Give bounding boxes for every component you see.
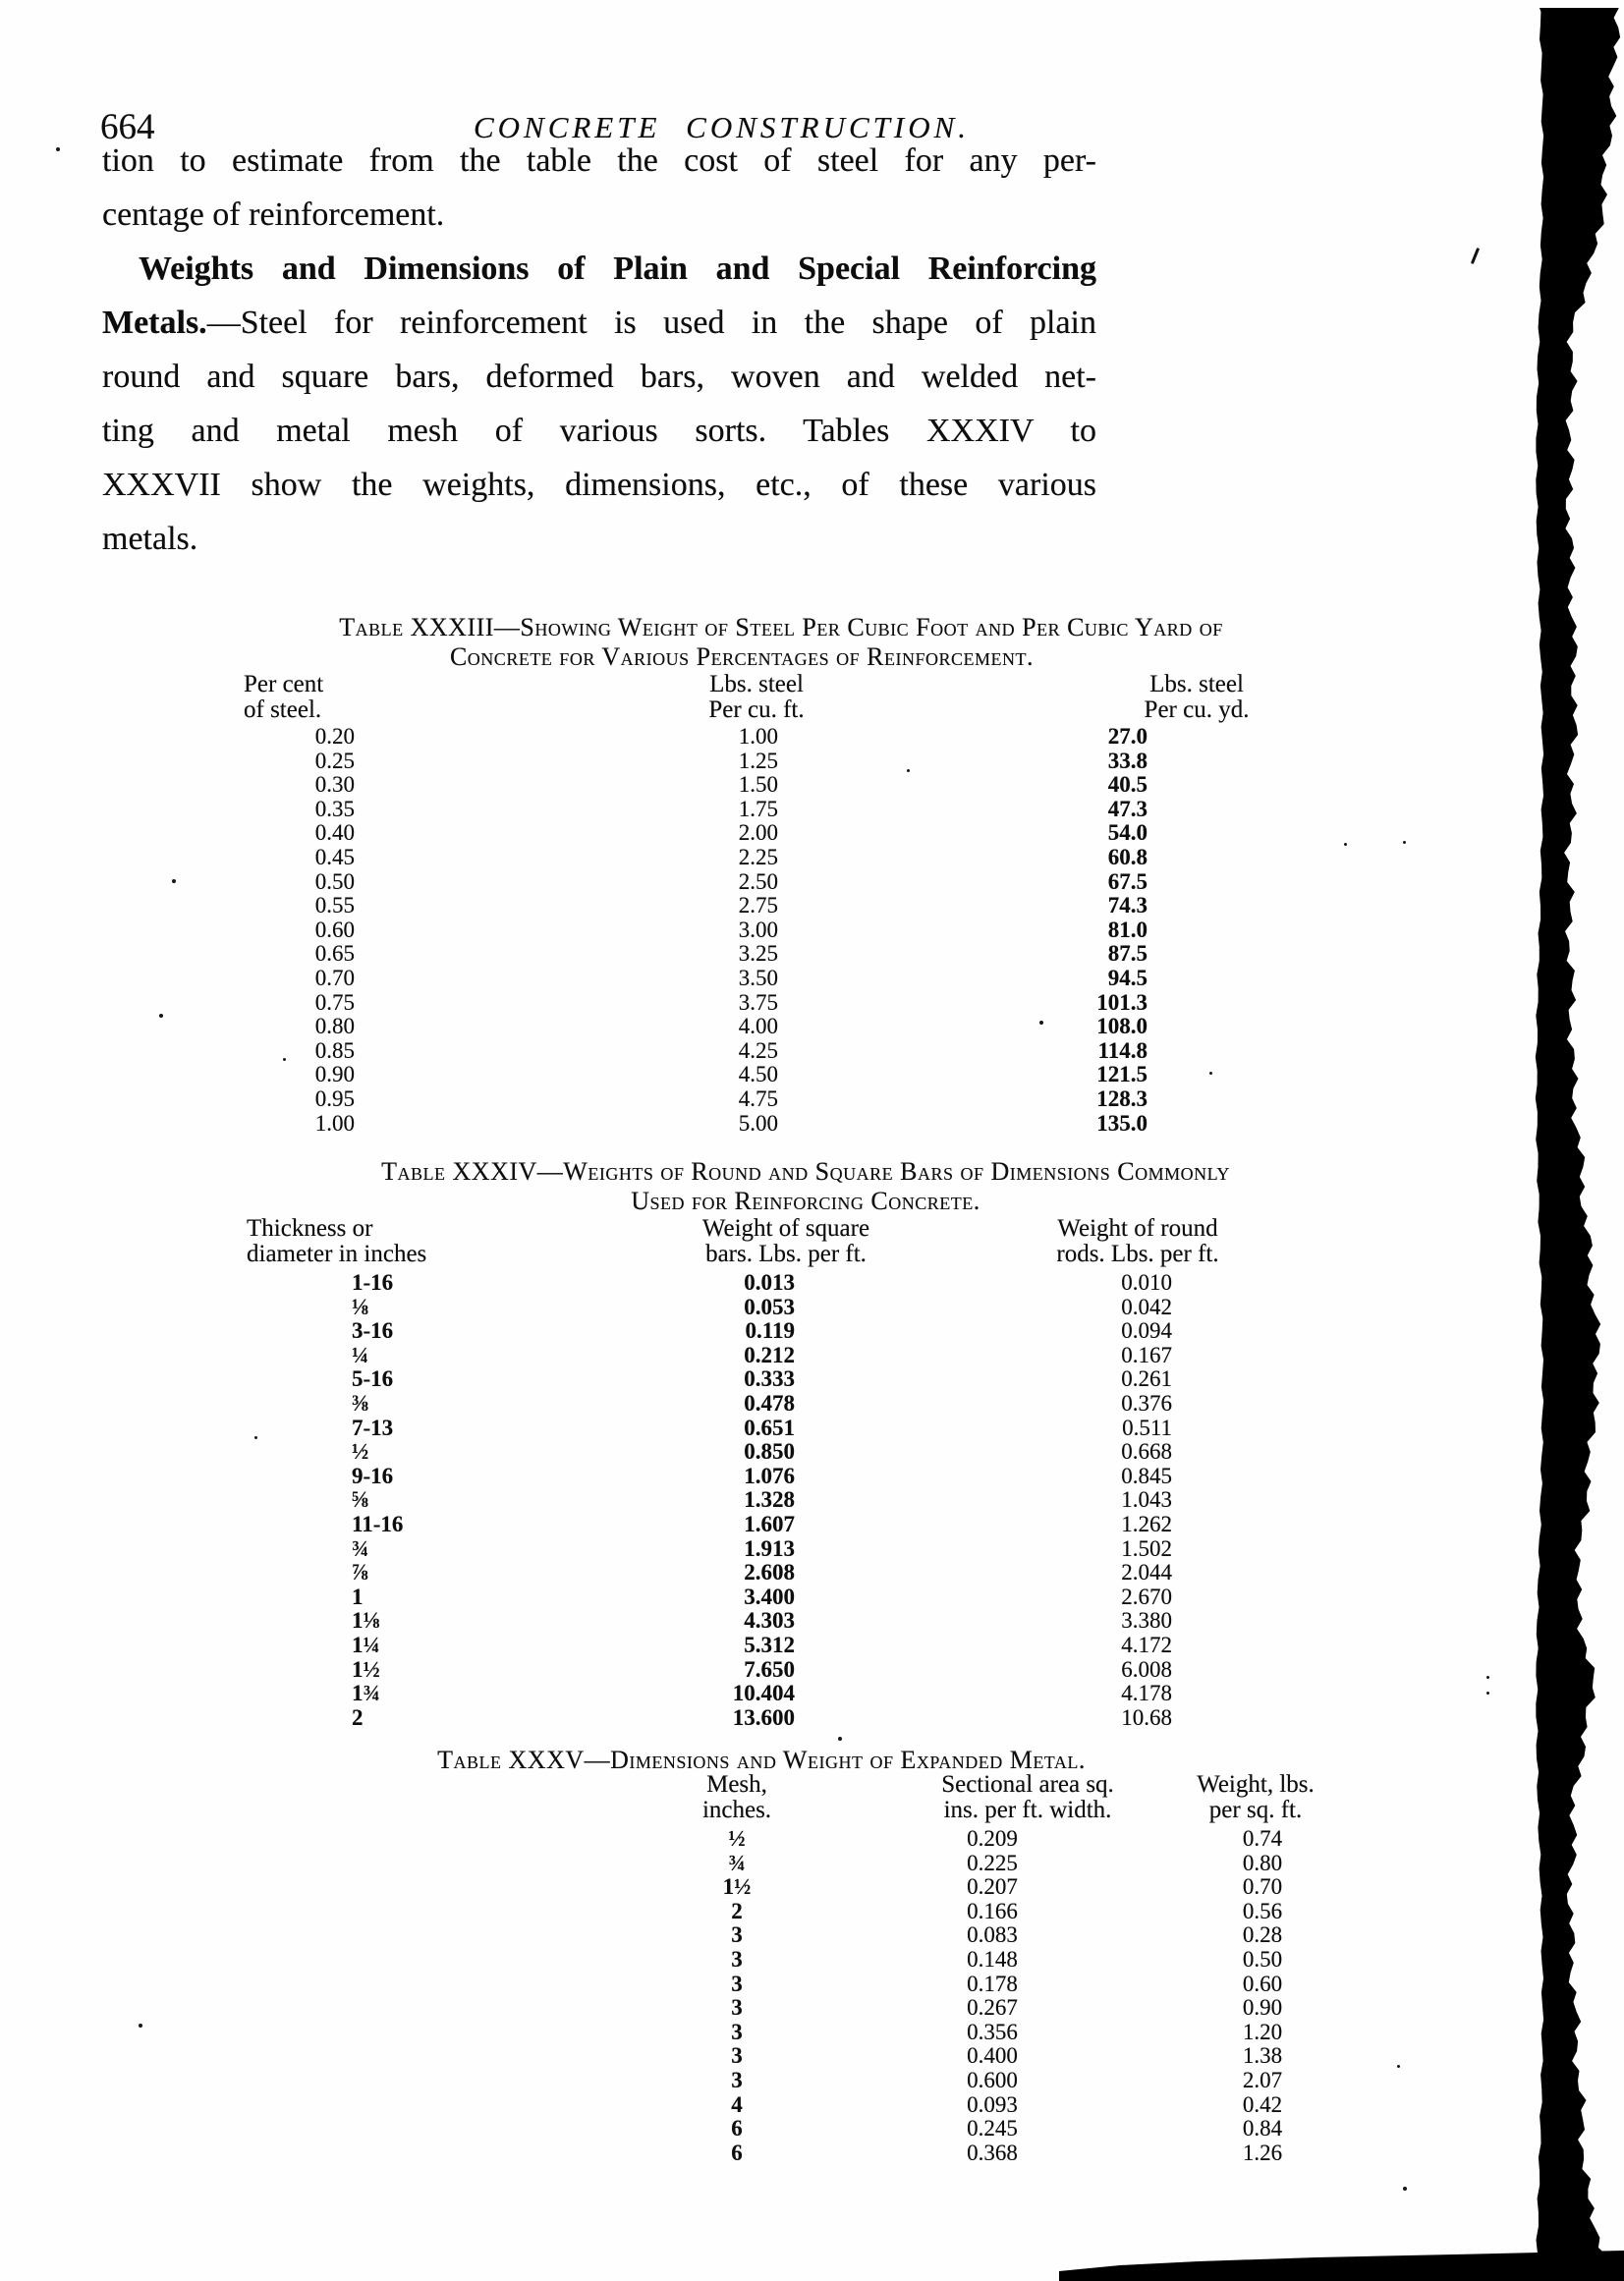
cell-mesh-inches: 3 — [731, 2043, 743, 2069]
cell-mesh-inches: 1½ — [722, 1874, 752, 1900]
cell-lbs-per-cuyd: 121.5 — [1096, 1062, 1148, 1087]
cell-mesh-inches: 3 — [731, 1946, 743, 1972]
table34-col3-header: Weight of round rods. Lbs. per ft. — [1056, 1215, 1219, 1267]
cell-mesh-inches: ¾ — [728, 1850, 746, 1875]
table-row — [0, 1561, 1624, 1586]
cell-thickness: ¼ — [352, 1342, 369, 1367]
scan-speck — [1039, 1021, 1043, 1025]
cell-percent-steel: 0.30 — [314, 772, 355, 798]
cell-lbs-per-cuft: 2.25 — [738, 844, 778, 869]
cell-weight-per-sqft: 2.07 — [1242, 2067, 1283, 2092]
text-line: tion to estimate from the table the cost of steel for any per- — [102, 142, 1096, 179]
cell-thickness: 1¼ — [352, 1632, 380, 1657]
cell-lbs-per-cuyd: 33.8 — [1107, 748, 1148, 773]
cell-thickness: 1¾ — [352, 1681, 380, 1706]
cell-lbs-per-cuft: 4.50 — [738, 1062, 778, 1087]
table34-body — [0, 1271, 1624, 1730]
cell-sectional-area: 0.178 — [967, 1971, 1018, 1996]
cell-percent-steel: 0.70 — [314, 965, 355, 990]
bold-run-in: Metals. — [102, 305, 207, 341]
cell-square-bar-weight: 0.013 — [744, 1270, 795, 1295]
cell-square-bar-weight: 0.333 — [744, 1366, 795, 1392]
table35-area-header: Sectional area sq. ins. per ft. width. — [941, 1771, 1114, 1823]
cell-weight-per-sqft: 0.84 — [1242, 2116, 1283, 2142]
cell-lbs-per-cuyd: 108.0 — [1096, 1014, 1148, 1039]
cell-round-rod-weight: 0.261 — [1121, 1366, 1172, 1392]
cell-percent-steel: 0.85 — [314, 1037, 355, 1063]
cell-round-rod-weight: 0.094 — [1121, 1318, 1172, 1344]
cell-percent-steel: 0.35 — [314, 796, 355, 821]
table-row — [0, 773, 1624, 798]
cell-thickness: ⅝ — [352, 1487, 369, 1513]
table35-body — [0, 1827, 1624, 2165]
cell-square-bar-weight: 13.600 — [732, 1704, 795, 1730]
cell-round-rod-weight: 6.008 — [1121, 1656, 1172, 1682]
cell-thickness: 1⅛ — [352, 1608, 380, 1634]
cell-percent-steel: 0.20 — [314, 724, 355, 749]
scan-speck — [1397, 2065, 1400, 2068]
table-row — [0, 798, 1624, 822]
table-row — [0, 942, 1624, 967]
cell-lbs-per-cuyd: 81.0 — [1107, 917, 1148, 942]
scan-speck — [1403, 841, 1406, 844]
scan-speck — [1403, 2187, 1407, 2191]
cell-mesh-inches: 4 — [731, 2091, 743, 2117]
cell-square-bar-weight: 3.400 — [744, 1584, 795, 1609]
table-row — [0, 2117, 1624, 2142]
scan-speck — [139, 2024, 142, 2028]
bold-run-in: Weights and Dimensions of Plain and Special Reinforcing — [139, 250, 1096, 287]
scan-speck — [159, 1014, 163, 1018]
cell-lbs-per-cuft: 4.00 — [738, 1014, 778, 1039]
table33-col2-header: Lbs. steel Per cu. ft. — [708, 671, 805, 723]
cell-mesh-inches: 3 — [731, 2019, 743, 2044]
scan-speck — [254, 1436, 257, 1439]
cell-lbs-per-cuyd: 101.3 — [1096, 989, 1148, 1015]
cell-weight-per-sqft: 0.56 — [1242, 1898, 1283, 1923]
cell-mesh-inches: 3 — [731, 1995, 743, 2021]
cell-lbs-per-cuft: 2.75 — [738, 893, 778, 918]
text-run: metals. — [102, 521, 198, 557]
table35-caption: Table XXXV—Dimensions and Weight of Expanded Metal. — [437, 1746, 1086, 1774]
scan-speck — [907, 769, 910, 772]
cell-square-bar-weight: 5.312 — [744, 1632, 795, 1657]
cell-mesh-inches: ½ — [728, 1826, 746, 1851]
cell-mesh-inches: 2 — [731, 1898, 743, 1923]
cell-percent-steel: 0.55 — [314, 893, 355, 918]
cell-lbs-per-cuyd: 135.0 — [1096, 1110, 1148, 1136]
cell-lbs-per-cuyd: 128.3 — [1096, 1085, 1148, 1111]
cell-round-rod-weight: 0.010 — [1121, 1270, 1172, 1295]
cell-square-bar-weight: 7.650 — [744, 1656, 795, 1682]
cell-weight-per-sqft: 0.74 — [1242, 1826, 1283, 1851]
table33-col3-header: Lbs. steel Per cu. yd. — [1144, 671, 1250, 723]
cell-sectional-area: 0.209 — [967, 1826, 1018, 1851]
cell-percent-steel: 0.65 — [314, 941, 355, 967]
table-row — [0, 2069, 1624, 2093]
cell-square-bar-weight: 0.850 — [744, 1439, 795, 1465]
cell-percent-steel: 0.50 — [314, 868, 355, 894]
cell-sectional-area: 0.600 — [967, 2067, 1018, 2092]
table-row — [0, 1827, 1624, 1852]
text-run: round and square bars, deformed bars, woven and welded net- — [102, 359, 1096, 395]
cell-lbs-per-cuft: 5.00 — [738, 1110, 778, 1136]
text-line — [102, 462, 1096, 516]
cell-thickness: 5-16 — [352, 1366, 394, 1392]
table-row — [0, 1039, 1624, 1064]
cell-round-rod-weight: 0.668 — [1121, 1439, 1172, 1465]
cell-thickness: ⅜ — [352, 1390, 369, 1416]
table-row — [0, 1112, 1624, 1137]
scan-speck — [1486, 1692, 1489, 1695]
cell-round-rod-weight: 0.042 — [1121, 1294, 1172, 1319]
table-row — [0, 967, 1624, 991]
table-row — [0, 1923, 1624, 1948]
cell-mesh-inches: 3 — [731, 2067, 743, 2092]
cell-square-bar-weight: 0.053 — [744, 1294, 795, 1319]
cell-sectional-area: 0.245 — [967, 2116, 1018, 2142]
cell-percent-steel: 0.60 — [314, 917, 355, 942]
cell-lbs-per-cuft: 1.00 — [738, 724, 778, 749]
cell-percent-steel: 0.75 — [314, 989, 355, 1015]
table-row — [0, 1586, 1624, 1610]
cell-round-rod-weight: 0.376 — [1121, 1390, 1172, 1416]
table-row — [0, 821, 1624, 846]
cell-percent-steel: 0.45 — [314, 844, 355, 869]
table34-col2-header: Weight of square bars. Lbs. per ft. — [701, 1215, 870, 1267]
cell-round-rod-weight: 4.178 — [1121, 1681, 1172, 1706]
text-line — [102, 246, 1096, 300]
table35-mesh-header: Mesh, inches. — [701, 1771, 772, 1823]
table-row — [0, 1706, 1624, 1731]
cell-lbs-per-cuft: 4.25 — [738, 1037, 778, 1063]
cell-square-bar-weight: 0.478 — [744, 1390, 795, 1416]
cell-mesh-inches: 3 — [731, 1922, 743, 1948]
cell-square-bar-weight: 1.913 — [744, 1535, 795, 1561]
table-row — [0, 725, 1624, 750]
cell-percent-steel: 0.25 — [314, 748, 355, 773]
cell-sectional-area: 0.207 — [967, 1874, 1018, 1900]
cell-lbs-per-cuft: 1.25 — [738, 748, 778, 773]
cell-sectional-area: 0.093 — [967, 2091, 1018, 2117]
cell-lbs-per-cuyd: 114.8 — [1097, 1037, 1148, 1063]
cell-lbs-per-cuft: 3.50 — [738, 965, 778, 990]
cell-round-rod-weight: 1.043 — [1121, 1487, 1172, 1513]
cell-lbs-per-cuyd: 47.3 — [1107, 796, 1148, 821]
cell-square-bar-weight: 10.404 — [732, 1681, 795, 1706]
cell-sectional-area: 0.083 — [967, 1922, 1018, 1948]
table-row — [0, 1513, 1624, 1537]
cell-percent-steel: 0.80 — [314, 1014, 355, 1039]
cell-thickness: 1-16 — [352, 1270, 394, 1295]
table-row — [0, 1537, 1624, 1562]
table-row — [0, 1609, 1624, 1634]
table-row — [0, 2044, 1624, 2069]
cell-square-bar-weight: 0.119 — [745, 1318, 795, 1344]
table34-caption-line1: Table XXXIV—Weights of Round and Square Bars of Dimensions Commonly — [381, 1157, 1230, 1186]
cell-thickness: ⅞ — [352, 1560, 369, 1586]
table-row — [0, 1948, 1624, 1973]
cell-lbs-per-cuyd: 94.5 — [1107, 965, 1148, 990]
table-row — [0, 846, 1624, 870]
cell-weight-per-sqft: 1.20 — [1242, 2019, 1283, 2044]
cell-thickness: 3-16 — [352, 1318, 394, 1344]
text-run: XXXVII show the weights, dimensions, etc., of these various — [102, 467, 1096, 503]
cell-weight-per-sqft: 0.70 — [1242, 1874, 1283, 1900]
page-number: 664 — [100, 107, 155, 147]
cell-sectional-area: 0.368 — [967, 2140, 1018, 2165]
cell-lbs-per-cuft: 3.25 — [738, 941, 778, 967]
cell-round-rod-weight: 1.502 — [1121, 1535, 1172, 1561]
scan-speck — [56, 147, 60, 151]
cell-round-rod-weight: 2.670 — [1121, 1584, 1172, 1609]
cell-thickness: ½ — [352, 1439, 369, 1465]
table-row — [0, 2093, 1624, 2118]
cell-lbs-per-cuyd: 27.0 — [1107, 724, 1148, 749]
scan-speck — [838, 1737, 842, 1741]
table-row — [0, 1852, 1624, 1876]
cell-weight-per-sqft: 0.28 — [1242, 1922, 1283, 1948]
table-row — [0, 1900, 1624, 1924]
table-row — [0, 1015, 1624, 1039]
cell-square-bar-weight: 1.328 — [744, 1487, 795, 1513]
table33-caption-line2: Concrete for Various Percentages of Reinforcement. — [449, 642, 1035, 671]
table-row — [0, 1296, 1624, 1320]
text-run: —Steel for reinforcement is used in the shape of plain — [206, 305, 1096, 341]
cell-lbs-per-cuyd: 87.5 — [1107, 941, 1148, 967]
cell-round-rod-weight: 2.044 — [1121, 1560, 1172, 1586]
cell-weight-per-sqft: 1.38 — [1242, 2043, 1283, 2069]
table-row — [0, 1392, 1624, 1417]
cell-thickness: 2 — [352, 1704, 364, 1730]
cell-percent-steel: 0.95 — [314, 1085, 355, 1111]
running-head: CONCRETE CONSTRUCTION. — [473, 110, 971, 144]
cell-thickness: 1 — [352, 1584, 364, 1609]
scan-speck — [1486, 1676, 1489, 1679]
scan-speck — [283, 1058, 286, 1061]
cell-mesh-inches: 3 — [731, 1971, 743, 1996]
cell-percent-steel: 1.00 — [314, 1110, 355, 1136]
table-row — [0, 894, 1624, 918]
table-row — [0, 1417, 1624, 1441]
table-row — [0, 918, 1624, 943]
paragraph-intro — [102, 138, 1096, 246]
scan-mark — [1471, 248, 1480, 264]
cell-round-rod-weight: 4.172 — [1121, 1632, 1172, 1657]
table-row — [0, 1488, 1624, 1513]
table-row — [0, 1682, 1624, 1706]
table-row — [0, 1996, 1624, 2021]
text-line — [102, 408, 1096, 462]
cell-weight-per-sqft: 0.42 — [1242, 2091, 1283, 2117]
cell-square-bar-weight: 1.076 — [744, 1463, 795, 1488]
cell-square-bar-weight: 1.607 — [744, 1511, 795, 1536]
table34-caption-line2: Used for Reinforcing Concrete. — [631, 1187, 980, 1215]
table-row — [0, 1973, 1624, 1997]
table-row — [0, 1440, 1624, 1465]
cell-weight-per-sqft: 1.26 — [1242, 2140, 1283, 2165]
cell-sectional-area: 0.267 — [967, 1995, 1018, 2021]
cell-lbs-per-cuft: 1.50 — [738, 772, 778, 798]
table-row — [0, 2021, 1624, 2045]
cell-lbs-per-cuft: 3.75 — [738, 989, 778, 1015]
cell-lbs-per-cuft: 2.50 — [738, 868, 778, 894]
cell-round-rod-weight: 0.845 — [1121, 1463, 1172, 1488]
table-row — [0, 1087, 1624, 1112]
table33-body — [0, 725, 1624, 1136]
cell-lbs-per-cuyd: 40.5 — [1107, 772, 1148, 798]
cell-weight-per-sqft: 0.90 — [1242, 1995, 1283, 2021]
cell-lbs-per-cuft: 4.75 — [738, 1085, 778, 1111]
table-row — [0, 750, 1624, 774]
cell-thickness: 11-16 — [352, 1511, 404, 1536]
cell-square-bar-weight: 0.651 — [744, 1415, 795, 1440]
table-row — [0, 1344, 1624, 1368]
table-row — [0, 1465, 1624, 1489]
text-line — [102, 354, 1096, 408]
table-row — [0, 870, 1624, 895]
cell-thickness: 7-13 — [352, 1415, 394, 1440]
text-run: ting and metal mesh of various sorts. Tables XXXIV to — [102, 413, 1096, 449]
table-row — [0, 1367, 1624, 1392]
table-row — [0, 1319, 1624, 1344]
scan-speck — [172, 879, 176, 883]
text-line: centage of reinforcement. — [102, 196, 445, 233]
cell-sectional-area: 0.166 — [967, 1898, 1018, 1923]
cell-thickness: ⅛ — [352, 1294, 369, 1319]
scan-speck — [1344, 843, 1347, 846]
table34-col1-header: Thickness or diameter in inches — [247, 1215, 427, 1267]
cell-round-rod-weight: 10.68 — [1121, 1704, 1172, 1730]
cell-round-rod-weight: 1.262 — [1121, 1511, 1172, 1536]
table33-caption-line1: Table XXXIII—Showing Weight of Steel Per Cubic Foot and Per Cubic Yard of — [339, 613, 1223, 641]
cell-weight-per-sqft: 0.60 — [1242, 1971, 1283, 1996]
cell-thickness: 1½ — [352, 1656, 380, 1682]
cell-sectional-area: 0.225 — [967, 1850, 1018, 1875]
cell-weight-per-sqft: 0.50 — [1242, 1946, 1283, 1972]
table-row — [0, 1658, 1624, 1683]
cell-weight-per-sqft: 0.80 — [1242, 1850, 1283, 1875]
cell-percent-steel: 0.40 — [314, 820, 355, 846]
cell-mesh-inches: 6 — [731, 2116, 743, 2142]
text-line — [102, 300, 1096, 354]
cell-sectional-area: 0.400 — [967, 2043, 1018, 2069]
cell-square-bar-weight: 0.212 — [744, 1342, 795, 1367]
cell-lbs-per-cuyd: 74.3 — [1107, 893, 1148, 918]
table-row — [0, 1063, 1624, 1087]
cell-square-bar-weight: 2.608 — [744, 1560, 795, 1586]
cell-round-rod-weight: 0.511 — [1122, 1415, 1172, 1440]
cell-lbs-per-cuyd: 60.8 — [1107, 844, 1148, 869]
cell-round-rod-weight: 3.380 — [1121, 1608, 1172, 1634]
cell-lbs-per-cuft: 1.75 — [738, 796, 778, 821]
table-row — [0, 1634, 1624, 1658]
cell-mesh-inches: 6 — [731, 2140, 743, 2165]
text-line — [102, 516, 1096, 570]
cell-lbs-per-cuyd: 54.0 — [1107, 820, 1148, 846]
cell-round-rod-weight: 0.167 — [1121, 1342, 1172, 1367]
cell-square-bar-weight: 4.303 — [744, 1608, 795, 1634]
paragraph-weights-dimensions — [102, 246, 1096, 570]
cell-percent-steel: 0.90 — [314, 1062, 355, 1087]
cell-lbs-per-cuft: 3.00 — [738, 917, 778, 942]
cell-thickness: ¾ — [352, 1535, 369, 1561]
scan-speck — [1209, 1072, 1212, 1075]
cell-thickness: 9-16 — [352, 1463, 394, 1488]
table35-weight-header: Weight, lbs. per sq. ft. — [1197, 1771, 1315, 1823]
table-row — [0, 991, 1624, 1016]
table-row — [0, 1875, 1624, 1900]
cell-sectional-area: 0.148 — [967, 1946, 1018, 1972]
table-row — [0, 1271, 1624, 1296]
cell-lbs-per-cuft: 2.00 — [738, 820, 778, 846]
table-row — [0, 2142, 1624, 2166]
cell-lbs-per-cuyd: 67.5 — [1107, 868, 1148, 894]
table33-col1-header: Per cent of steel. — [244, 671, 324, 723]
cell-sectional-area: 0.356 — [967, 2019, 1018, 2044]
